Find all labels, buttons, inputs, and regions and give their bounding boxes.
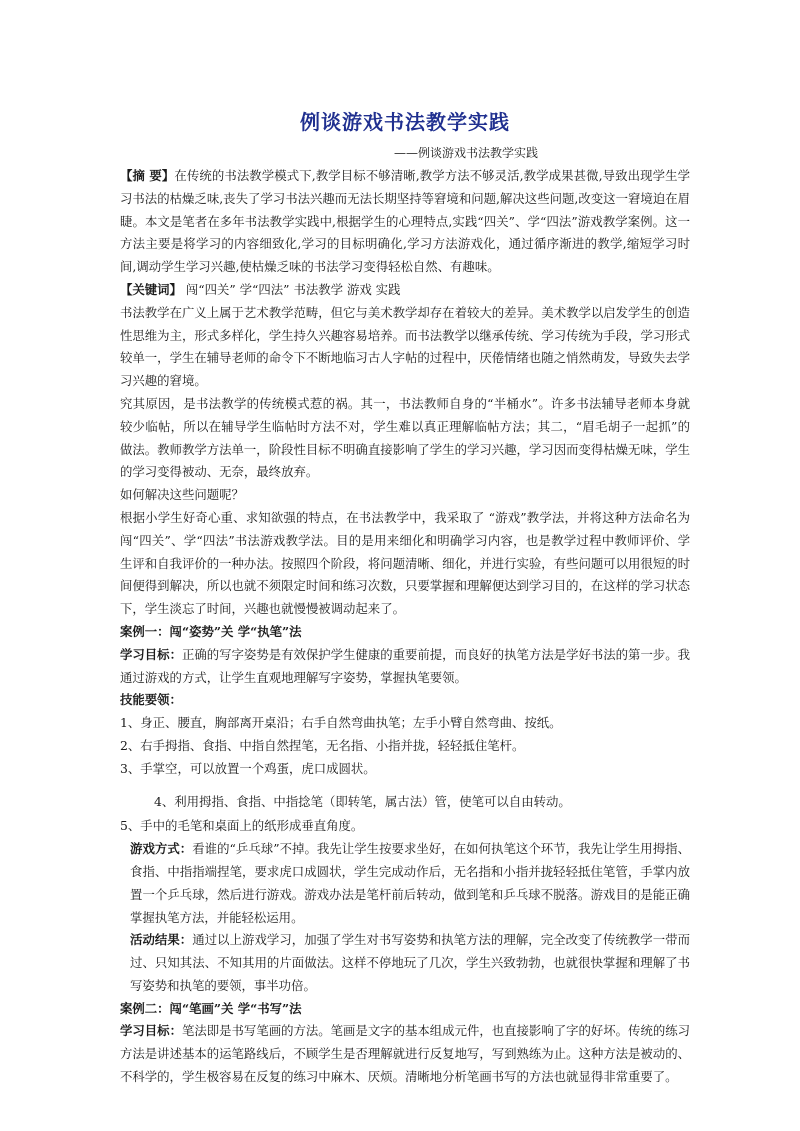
document-page bbox=[120, 100, 690, 1089]
case1-goal-label: 学习目标： bbox=[120, 646, 182, 662]
keywords-text: 闯“四关” 学“四法” 书法教学 游戏 实践 bbox=[181, 281, 401, 297]
document-title: 例谈游戏书法教学实践 bbox=[300, 110, 510, 134]
case1-game-label: 游戏方式： bbox=[130, 841, 193, 857]
case2-goal-text: 笔法即是书写笔画的方法。笔画是文字的基本组成元件，也直接影响了字的好坏。传统的练习方法是讲述基本的运笔路线后，不顾学生是否理解就进行反复地写，写到熟练为止。这种方法是被动的、不科学的，学生极容易在反复的练习中麻木、厌烦。清晰地分析笔画书写的方法也就显得非常重要了。 bbox=[120, 1023, 691, 1085]
case1-result-text: 通过以上游戏学习，加强了学生对书写姿势和执笔方法的理解，完全改变了传统教学一带而过、只知其法、不知其用的片面做法。这样不停地玩了几次，学生兴致勃勃，也就很快掌握和理解了书写姿势和执笔的要领，事半功倍。 bbox=[130, 932, 691, 993]
case1-goal bbox=[120, 644, 690, 690]
skill-item: 2、右手拇指、食指、中指自然捏笔，无名指、小指并拢，轻轻抵住笔杆。 bbox=[120, 737, 525, 753]
case1-result-label: 活动结果： bbox=[130, 932, 193, 948]
skill-item-5: 5、手中的毛笔和桌面上的纸形成垂直角度。 bbox=[120, 818, 364, 834]
skill-item: 3、手掌空，可以放置一个鸡蛋，虎口成圆状。 bbox=[120, 760, 376, 776]
case2-goal-label: 学习目标： bbox=[120, 1023, 182, 1039]
case2-heading: 案例二：闯“笔画”关 学“书写”法 bbox=[120, 1000, 302, 1016]
body-paragraph: 书法教学在广义上属于艺术教学范畴，但它与美术教学却存在着较大的差异。美术教学以启发学生的创造性思维为主，形式多样化，学生持久兴趣容易培养。而书法教学以继承传统、学习传统为手段，学习形式较单一，学生在辅导老师的命令下不断地临习古人字帖的过程中，厌倦情绪也随之悄然萌发，导致失去学习兴趣的窘境。 bbox=[120, 304, 690, 389]
case2-goal bbox=[120, 1020, 690, 1088]
abstract-text: 在传统的书法教学模式下,教学目标不够清晰,教学方法不够灵活,教学成果甚微,导致出现学生学习书法的枯燥乏味,丧失了学习书法兴趣而无法长期坚持等窘境和问题,解决这些问题,改变这一窘境迫在眉睫。本文是笔者在多年书法教学实践中,根据学生的心理特点,实践“四关”、学“四法”游戏教学案例。这一方法主要是将学习的内容细致化,学习的目标明确化,学习方法游戏化，通过循序渐进的教学,缩短学习时间,调动学生学习兴趣,使枯燥乏味的书法学习变得轻松自然、有趣味。 bbox=[120, 168, 690, 275]
body-paragraph: 究其原因，是书法教学的传统模式惹的祸。其一，书法教师自身的“半桶水”。许多书法辅导老师本身就较少临帖，所以在辅导学生临帖时方法不对，学生难以真正理解临帖方法；其二，“眉毛胡子一起抓”的做法。教师教学方法单一，阶段性目标不明确直接影响了学生的学习兴趣，学习因而变得枯燥无味，学生的学习变得被动、无奈，最终放弃。 bbox=[120, 395, 690, 480]
body-paragraph: 如何解决这些问题呢？ bbox=[120, 487, 244, 503]
keywords-paragraph bbox=[120, 279, 690, 302]
case1-game-text: 看谁的“乒乓球”不掉。我先让学生按要求坐好，在如何执笔这个环节，我先让学生用拇指、食指、中指指端捏笔，要求虎口成圆状，学生完成动作后，无名指和小指并拢轻轻抵住笔管，手掌内放置一个乒乓球，然后进行游戏。游戏办法是笔杆前后转动，做到笔和乒乓球不脱落。游戏目的是能正确掌握执笔方法，并能轻松运用。 bbox=[130, 841, 691, 925]
case1-goal-text: 正确的写字姿势是有效保护学生健康的重要前提，而良好的执笔方法是学好书法的第一步。我通过游戏的方式，让学生直观地理解写字姿势，掌握执笔要领。 bbox=[120, 646, 691, 685]
skill-item-4: 4、利用拇指、食指、中指捻笔（即转笔，属古法）管，使笔可以自由转动。 bbox=[154, 793, 571, 809]
document-subtitle: ——例谈游戏书法教学实践 bbox=[393, 146, 538, 160]
keywords-label: 【关键词】 bbox=[120, 281, 182, 297]
skill-item: 1、身正、腰直，胸部离开桌沿；右手自然弯曲执笔；左手小臂自然弯曲、按纸。 bbox=[120, 715, 562, 731]
abstract-paragraph bbox=[120, 165, 690, 279]
abstract-label: 【摘 要】 bbox=[120, 168, 175, 183]
case1-result bbox=[120, 929, 690, 997]
case1-skills-label: 技能要领： bbox=[120, 692, 182, 708]
case1-game bbox=[120, 838, 690, 929]
case1-heading: 案例一：闯“姿势”关 学“执笔”法 bbox=[120, 623, 302, 639]
body-paragraph: 根据小学生好奇心重、求知欲强的特点，在书法教学中，我采取了 “游戏”教学法，并将这种方法命名为闯“四关”、学“四法”书法游戏教学法。目的是用来细化和明确学习内容，也是教学过程中教师评价、学生评和自我评价的一种办法。按照四个阶段，将问题清晰、细化，并进行实验，有些问题可以用很短的时间便得到解决，所以也就不须限定时间和练习次数，只要掌握和理解便达到学习目的，在这样的学习状态下，学生淡忘了时间，兴趣也就慢慢被调动起来了。 bbox=[120, 509, 690, 617]
